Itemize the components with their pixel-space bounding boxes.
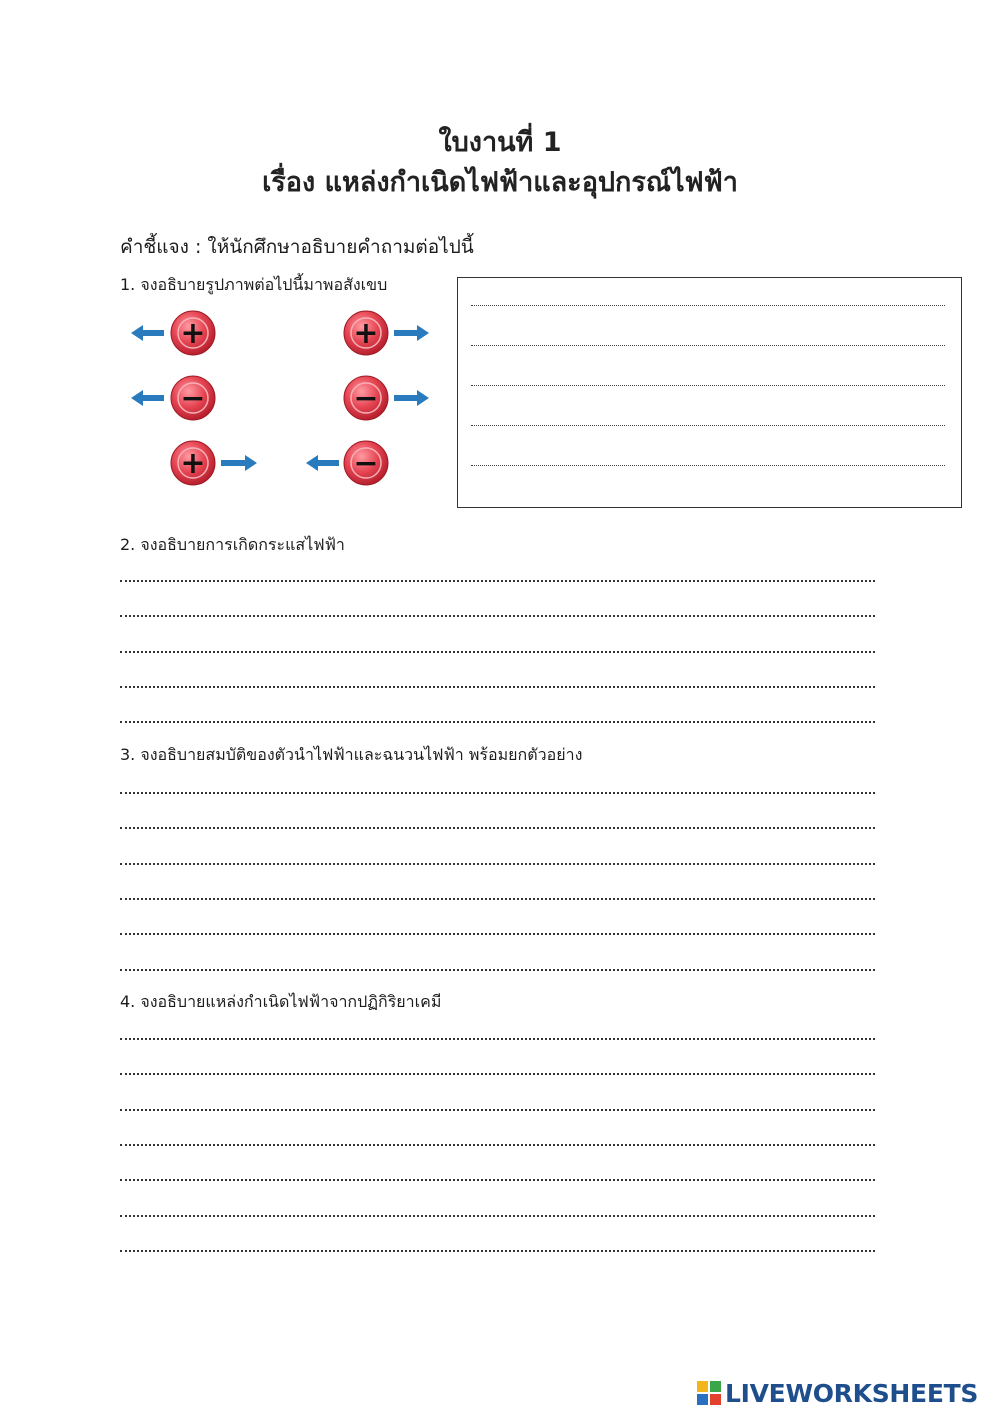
answer-line[interactable] xyxy=(120,933,875,935)
answer-line[interactable] xyxy=(120,1073,875,1075)
minus-sign: − xyxy=(353,381,379,416)
answer-line[interactable] xyxy=(120,615,875,617)
answer-line[interactable] xyxy=(471,305,945,306)
answer-line[interactable] xyxy=(120,863,875,865)
minus-sign: − xyxy=(353,446,379,481)
instructions: คำชี้แจง : ให้นักศึกษาอธิบายคำถามต่อไปนี้ xyxy=(120,236,474,258)
answer-line[interactable] xyxy=(120,1038,875,1040)
answer-line[interactable] xyxy=(120,1109,875,1111)
answer-line[interactable] xyxy=(120,1250,875,1252)
answer-line[interactable] xyxy=(120,898,875,900)
force-arrow-head xyxy=(131,390,143,406)
force-arrow-head xyxy=(417,390,429,406)
answer-line[interactable] xyxy=(120,827,875,829)
question-3-text: 3. จงอธิบายสมบัติของตัวนำไฟฟ้าและฉนวนไฟฟ้า พร้อมยกตัวอย่าง xyxy=(120,745,583,764)
answer-line[interactable] xyxy=(120,651,875,653)
liveworksheets-logo-icon xyxy=(696,1380,722,1406)
force-arrow-head xyxy=(306,455,318,471)
force-arrow-head xyxy=(245,455,257,471)
answer-line[interactable] xyxy=(120,1215,875,1217)
question-4-text: 4. จงอธิบายแหล่งกำเนิดไฟฟ้าจากปฏิกิริยาเคมี xyxy=(120,992,442,1011)
answer-line[interactable] xyxy=(120,792,875,794)
plus-sign: + xyxy=(180,316,206,351)
answer-box-question-1[interactable] xyxy=(457,277,962,508)
plus-sign: + xyxy=(180,446,206,481)
worksheet-subject-title: เรื่อง แหล่งกำเนิดไฟฟ้าและอุปกรณ์ไฟฟ้า xyxy=(262,167,738,198)
force-arrow-head xyxy=(417,325,429,341)
answer-line[interactable] xyxy=(471,465,945,466)
answer-line[interactable] xyxy=(120,580,875,582)
answer-line[interactable] xyxy=(120,1179,875,1181)
answer-line[interactable] xyxy=(120,721,875,723)
answer-line[interactable] xyxy=(120,969,875,971)
answer-line[interactable] xyxy=(120,686,875,688)
question-2-text: 2. จงอธิบายการเกิดกระแสไฟฟ้า xyxy=(120,535,345,554)
plus-sign: + xyxy=(353,316,379,351)
answer-line[interactable] xyxy=(471,345,945,346)
answer-line[interactable] xyxy=(471,425,945,426)
answer-line[interactable] xyxy=(471,385,945,386)
minus-sign: − xyxy=(180,381,206,416)
liveworksheets-logo-text: LIVEWORKSHEETS xyxy=(725,1378,979,1408)
answer-line[interactable] xyxy=(120,1144,875,1146)
question-1-text: 1. จงอธิบายรูปภาพต่อไปนี้มาพอสังเขบ xyxy=(120,275,388,294)
charge-interaction-diagram xyxy=(120,305,440,495)
force-arrow-head xyxy=(131,325,143,341)
liveworksheets-logo xyxy=(696,1376,978,1410)
worksheet-title: ใบงานที่ 1 xyxy=(438,127,562,158)
